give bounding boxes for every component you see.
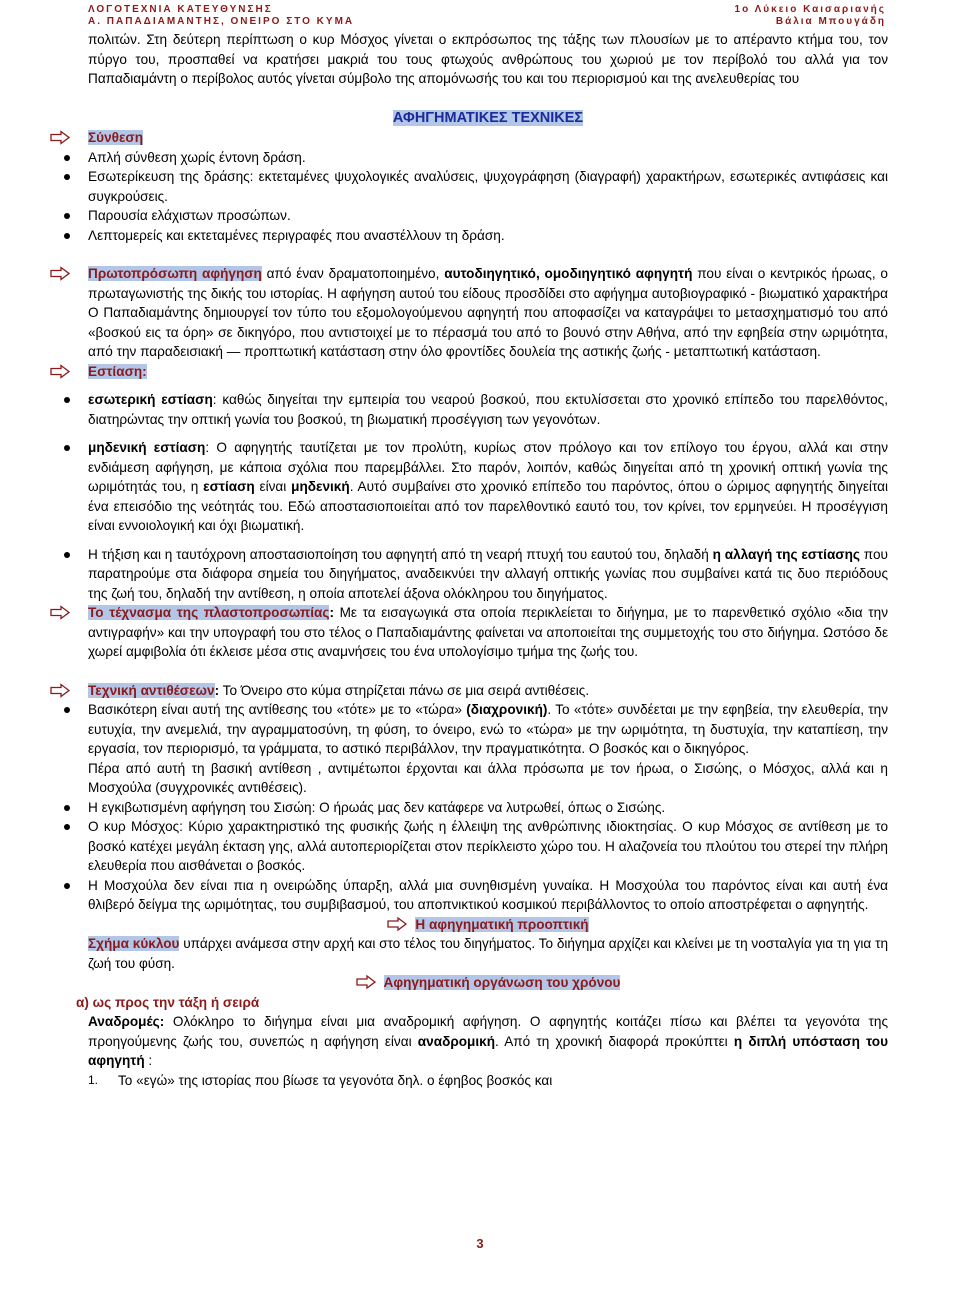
synthesis-item: Παρουσία ελάχιστων προσώπων. [88,206,888,226]
arrow-icon [356,975,376,989]
device-heading: Το τέχνασμα της πλαστοπροσωπίας [88,605,330,620]
arrow-icon [50,362,70,381]
synthesis-item: Εσωτερίκευση της δράσης: εκτεταμένες ψυχολογικές αναλύσεις, ψυχογράφηση (διαγραφή) χαρακτήρων, εσωτερικές αντιφάσεις και συγκρούσεις. [88,167,888,206]
antithesis-item: Ο κυρ Μόσχος: Κύριο χαρακτηριστικό της φυσικής ζωής η έλλειψη της ανθρώπινης ιδιοκτησίας. Ο κυρ Μόσχος σε αντίθεση με το βοσκό κατέχει μεγάλη έκταση γης, αλλά αυτοπεριορίζεται στον περίκλειστο χώρο του. Η αλαζονεία του πλούτου του στερεί την πλήρη ελευθερία που αισθάνεται ο βοσκός. [88,817,888,876]
intro-paragraph: πολιτών. Στη δεύτερη περίπτωση ο κυρ Μόσχος γίνεται ο εκπρόσωπος της τάξης των πλουσίων με το απέραντο κτήμα του, τον πύργο του, προσπαθεί να κρατήσει μακριά του τους φτωχούς ανθρώπους του χωριού με τον περίβολό του αλλά για τον Παπαδιαμάντη ο περίβολος αυτός γίνεται σύμβολο της απομόνωσής του και του περιορισμού και της ανελευθερίας του [88,32,888,86]
arrow-icon [387,917,407,931]
time-org-item-text: Το «εγώ» της ιστορίας που βίωσε τα γεγονότα δηλ. ο έφηβος βοσκός και [118,1072,553,1088]
synthesis-item: Λεπτομερείς και εκτεταμένες περιγραφές που αναστέλλουν τη δράση. [88,226,888,246]
header-work: Α. ΠΑΠΑΔΙΑΜΑΝΤΗΣ, ΟΝΕΙΡΟ ΣΤΟ ΚΥΜΑ [88,16,355,27]
time-org-subheading-row [76,993,888,1013]
header-author: Βάλια Μπουγάδη [775,16,886,27]
antithesis-item [88,700,888,759]
antithesis-text: Το Όνειρο στο κύμα στηρίζεται πάνω σε μια σειρά αντιθέσεις. [219,682,590,698]
antithesis-item-bold: (διαχρονική) [466,702,548,717]
narration-text: από έναν δραματοποιημένο, [261,266,445,281]
page-number: 3 [476,1236,484,1251]
focus-item-text: Η τήξιση και η ταυτόχρονη αποστασιοποίηση του αφηγητή από τη νεαρή πτυχή του εαυτού του, δηλαδή [88,546,713,562]
focus-item-bold: μηδενική [291,479,350,494]
focus-item-text: που παρατηρούμε στα διάφορα σημεία του διηγήματος, αναδεικνύει την αλλαγή οπτικής γωνίας που συμβαίνει κατά τις δυο περιόδους της ζωή του, δηλαδή την αντίθεση, η οποία αποτελεί άξονα ολόκληρου του διηγήματος. [88,546,888,601]
antithesis-item: Η εγκιβωτισμένη αφήγηση του Σισώη: Ο ήρωάς μας δεν κατάφερε να λυτρωθεί, όπως ο Σισώης. [88,798,888,818]
perspective-heading: Η αφηγηματική προοπτική [415,916,589,932]
device-paragraph [88,603,888,662]
antithesis-continuation: Πέρα από αυτή τη βασική αντίθεση , αντιμέτωποι έρχονται και άλλα πρόσωπα με τον ήρωα, ο Σισώης, ο Μόσχος, αλλά και η Μοσχούλα (συγχρονικές αντιθέσεις). [88,760,888,795]
time-org-heading: Αφηγηματική οργάνωση του χρόνου [383,975,621,990]
time-org-heading-row [88,973,888,993]
time-org-term: Αναδρομές: [88,1014,165,1029]
antithesis-item-text: . Το «τότε» συνδέεται με την εφηβεία, την ελευθερία, την ευτυχία, την ανεμελιά, την αγραμματοσύνη, τη φύση, το όνειρο, ενώ το «τώρα» με την ωριμότητα, τη δυστυχία, την καταπίεση, την εργασία, τον περιορισμό, τα γράμματα, το αστικό περιβάλλον, την πραγματικότητα. Ο βοσκός και ο δικηγόρος. [88,702,888,756]
narration-heading: Πρωτοπρόσωπη αφήγηση [88,266,262,281]
header-subject: ΛΟΓΟΤΕΧΝΙΑ ΚΑΤΕΥΘΥΝΣΗΣ [88,4,273,15]
header-school: 1ο Λύκειο Καισαριανής [734,4,886,15]
time-org-list-item [88,1071,888,1091]
narration-text: που είναι ο κεντρικός ήρωας, ο πρωταγωνιστής της δικής του ιστορίας. Η αφήγηση αυτού του είδους προσδίδει στο αφήγημα αυτοβιογραφικό - βιωματικό χαρακτήρα Ο Παπαδιαμάντης δημιουργεί τον τύπο του εξομολογούμενου αφηγητή που αποφασίζει να καταγράψει το μετασχηματισμό του από «βοσκού εις τα όρη» σε δικηγόρο, που αντιστοιχεί με το πέρασμά του από το βουνό στην Αθήνα, από την εφηβεία στην ωριμότητα, από την παραδεισιακή — προπτωτική κατάσταση στην όλο φροντίδες δουλεία της αστικής ζωής - μεταπτωτική κατάσταση. [88,266,888,359]
header-left [88,4,354,28]
arrow-icon [50,603,70,622]
section-title-wrap [88,108,888,129]
time-org-bold: η διπλή υπόσταση του αφηγητή [88,1033,888,1068]
synthesis-heading-row [88,128,888,148]
focus-item-text: : Ο αφηγητής ταυτίζεται με τον προλύτη, κυρίως στον πρόλογο και τον επίλογο του έργου, αλλά και στην ενδιάμεση αφήγηση, με κάποια σχόλια που παρεμβάλλει. Στο παρόν, λοιπόν, καθώς διηγείται από τη χρονική οπτική γωνία της ωριμότητάς του, η [88,440,888,494]
focus-heading-row [88,362,888,382]
arrow-icon [50,264,70,283]
time-org-text: Ολόκληρο το διήγημα είναι μια αναδρομική αφήγηση. Ο αφηγητής κοιτάζει πίσω και βλέπει τα γεγονότα της προηγούμενης ζωής του, συνεπώς η αφήγηση είναι [88,1014,888,1049]
focus-heading: Εστίαση: [88,363,147,379]
antithesis-colon: : [214,682,220,698]
focus-item-bold: η αλλαγή της εστίασης [712,546,860,562]
time-org-text: . Από τη χρονική διαφορά προκύπτει [495,1033,734,1049]
antithesis-heading-row [88,681,888,701]
focus-item-term: εσωτερική εστίαση [88,392,213,407]
focus-item-term: μηδενική εστίαση [88,440,206,455]
focus-item-text: : καθώς διηγείται την εμπειρία του νεαρού βοσκού, που εκτυλίσσεται στο χρονικό επίπεδο του παρελθόντος, διατηρώντας την οπτική γωνία του βοσκού, τη βιωματική προσέγγιση των γεγονότων. [88,392,889,427]
arrow-icon [50,128,70,147]
synthesis-item: Απλή σύνθεση χωρίς έντονη δράση. [88,148,888,168]
device-colon: : [329,605,334,620]
time-org-bold: αναδρομική [417,1033,496,1049]
focus-item [88,545,888,604]
narration-paragraph [88,264,888,362]
time-org-paragraph [88,1012,888,1071]
perspective-paragraph [88,934,888,973]
perspective-term: Σχήμα κύκλου [88,936,180,951]
antithesis-item: Η Μοσχούλα δεν είναι πια η ονειρώδης ύπαρξη, αλλά μια συνηθισμένη γυναίκα. Η Μοσχούλα του παρόντος είναι και αυτή ένα θλιβερό δείγμα της ωριμότητας, του συμβιβασμού, του αποπνικτικού κοσμικού περιβάλλοντος το οποίο αποστρέφεται ο αφηγητής. [88,876,888,915]
antithesis-item-text: Βασικότερη είναι αυτή της αντίθεσης του «τότε» με το «τώρα» [88,702,467,717]
list-number: 1. [88,1072,99,1087]
header-right [735,4,886,28]
perspective-text: υπάρχει ανάμεσα στην αρχή και στο τέλος του διηγήματος. Το διήγημα αρχίζει και κλείνει με τη νοσταλγία για τη για τη ζωή του φύση. [88,936,889,971]
perspective-heading-row [88,915,888,935]
focus-item-text: . Αυτό συμβαίνει στο χρονικό επίπεδο του παρόντος, όπου ο ώριμος αφηγητής διηγείται ένα επεισόδιο της νεότητάς του. Εδώ αποστασιοποιείται από τον παρελθοντικό εαυτό του, τον κρίνει, τον ερμηνεύει. Η προσέγγιση είναι εννοιολογική και όχι βιωματική. [88,479,889,533]
focus-item [88,390,888,429]
section-title: ΑΦΗΓΗΜΑΤΙΚΕΣ ΤΕΧΝΙΚΕΣ [392,109,584,126]
device-text: Με τα εισαγωγικά στα οποία περικλείεται το διήγημα, με το παρενθετικό σχόλιο «δια την αντιγραφήν» και την υπογραφή του στο τέλος ο Παπαδιαμάντης φαίνεται να αποποιείται της συμμετοχής του στο διήγημα. Ωστόσο δε χωρεί αμφιβολία ότι έκλεισε μέσα στις αναμνήσεις του ένα υπολογίσιμο τμήμα της ζωής του. [88,605,888,659]
antithesis-heading: Τεχνική αντιθέσεων [88,682,215,698]
document-body [76,30,889,1090]
time-org-text: : [144,1053,153,1068]
focus-item-text: είναι [254,479,292,494]
narration-bold: αυτοδιηγητικό, ομοδιηγητικό αφηγητή [444,266,693,281]
focus-item-bold: εστίαση [203,479,255,494]
time-org-subheading: α) ως προς την τάξη ή σειρά [76,994,260,1010]
synthesis-heading: Σύνθεση [88,130,144,145]
focus-item [88,438,888,536]
arrow-icon [50,681,70,700]
